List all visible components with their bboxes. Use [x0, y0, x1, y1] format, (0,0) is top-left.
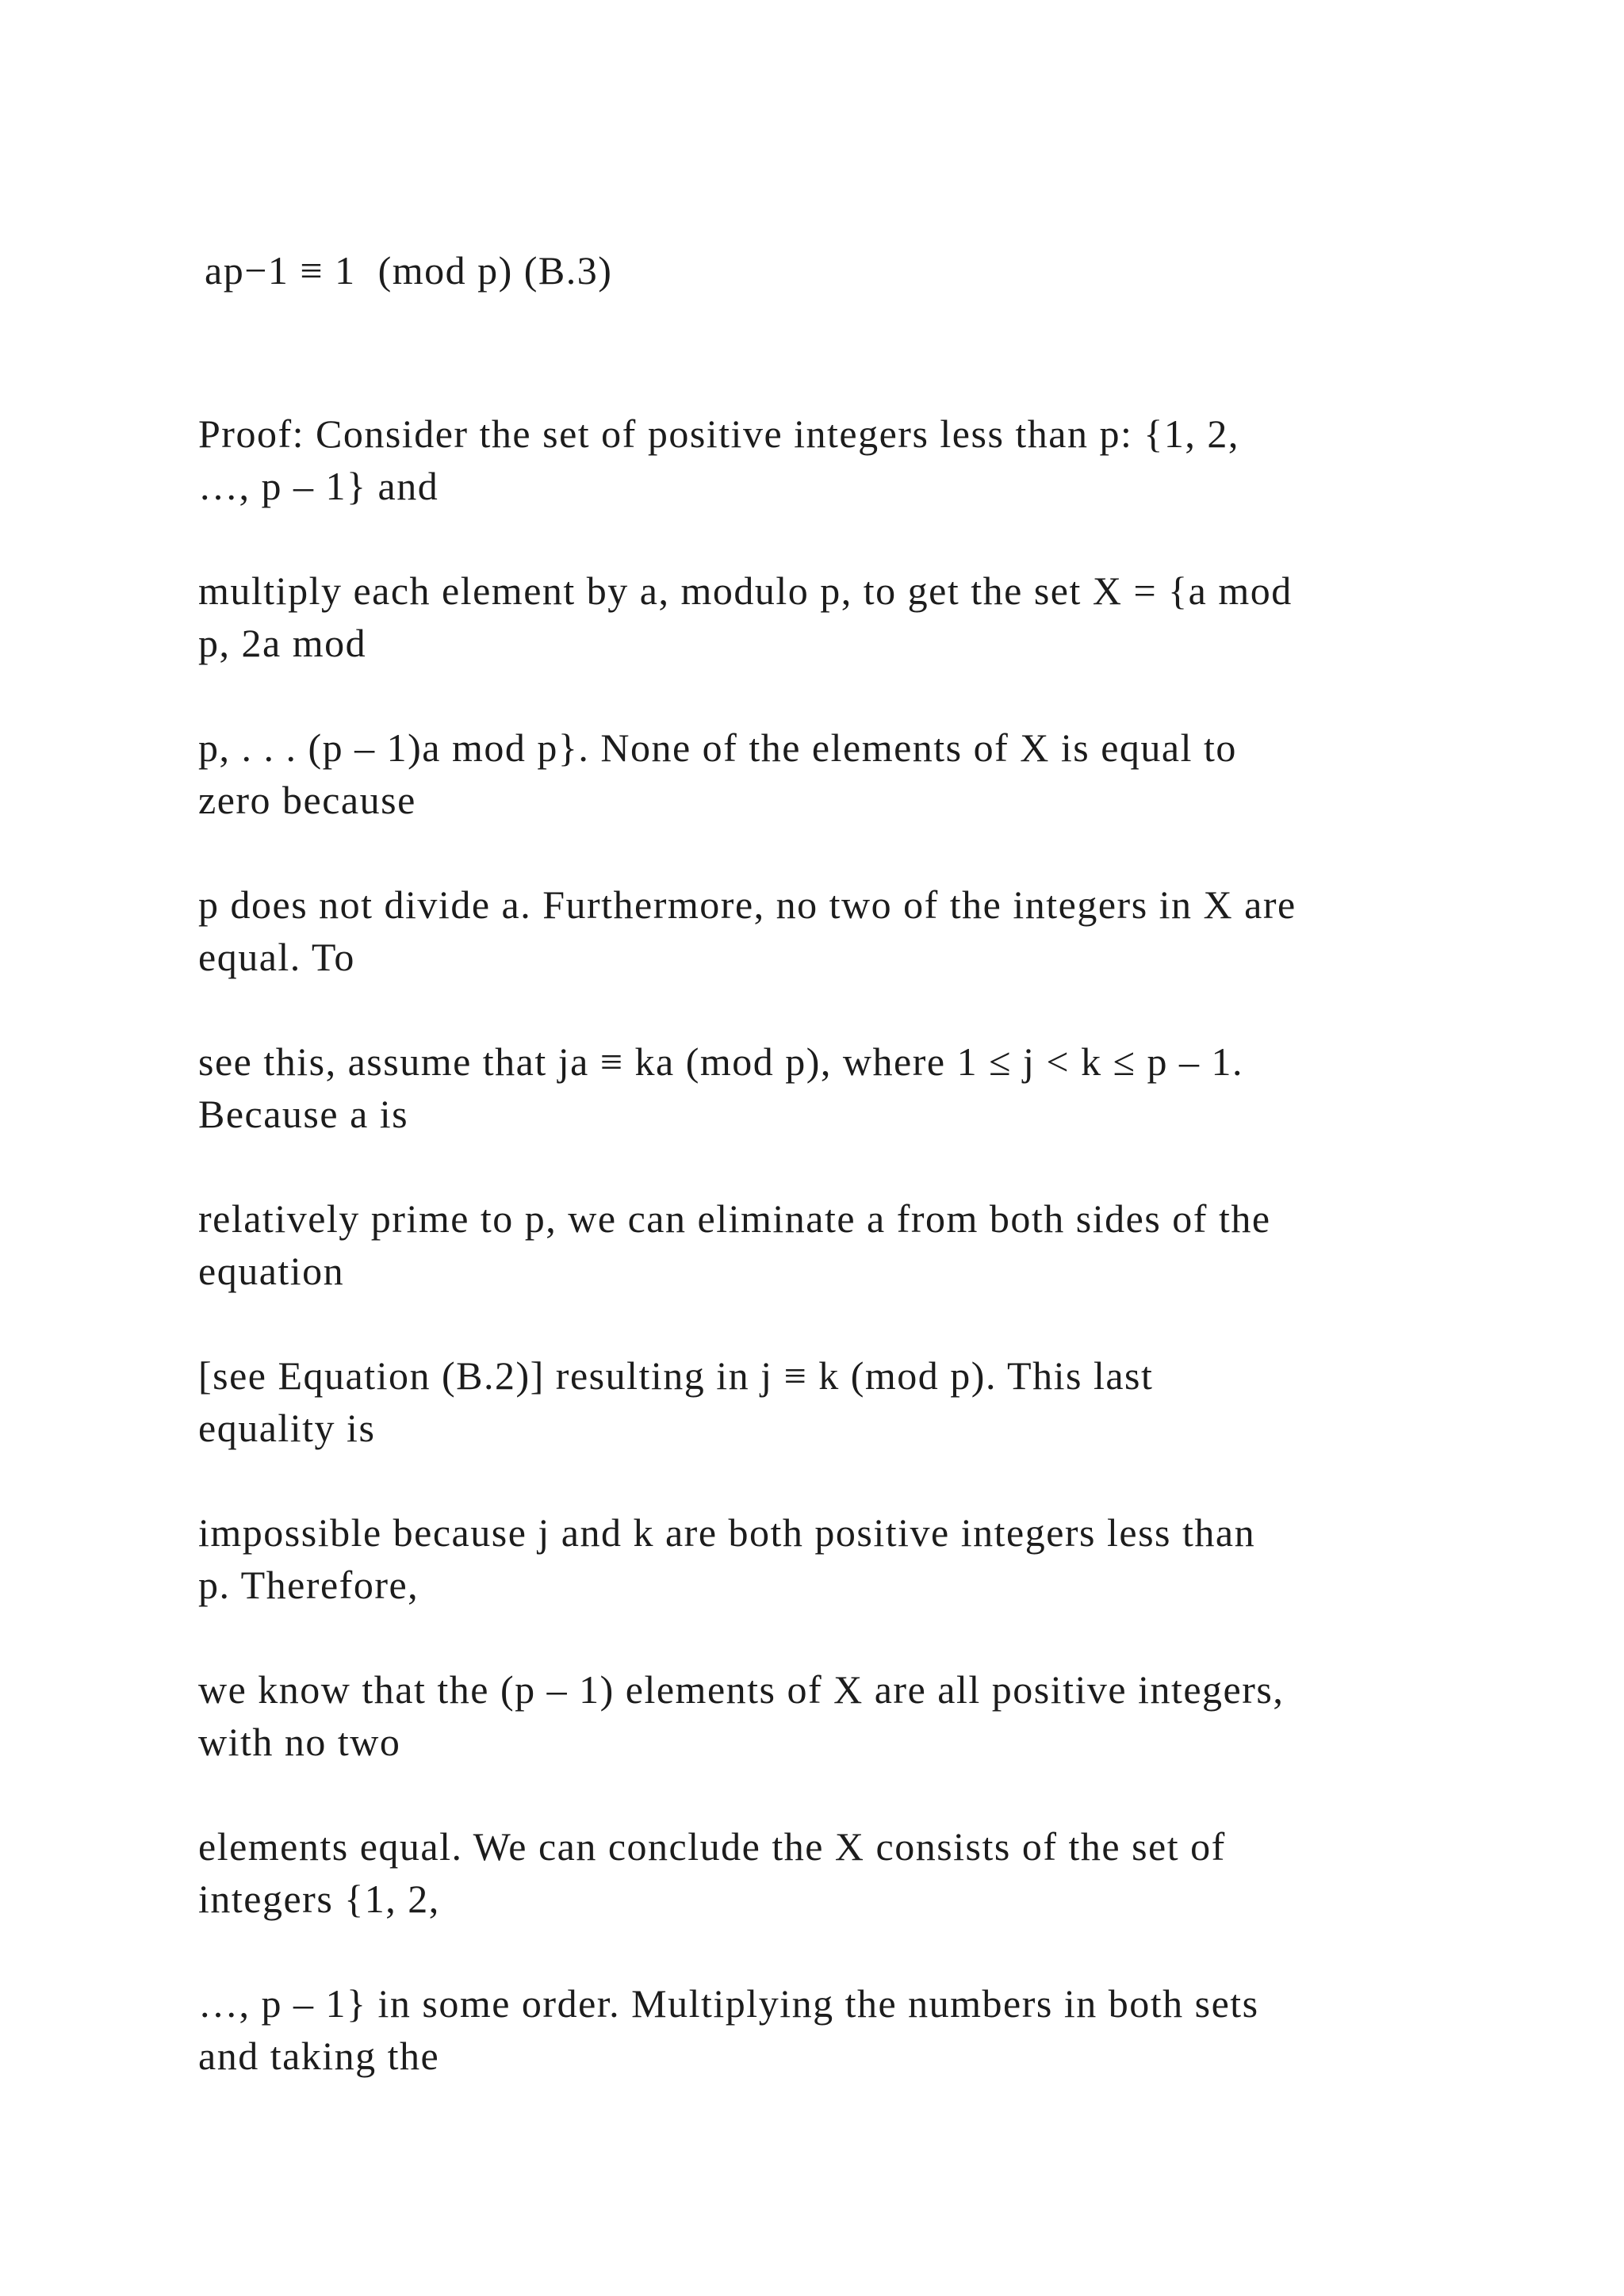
- text-line: zero because: [198, 778, 416, 822]
- text-line: equal. To: [198, 935, 355, 979]
- text-line: we know that the (p – 1) elements of X are all positive integers,: [198, 1667, 1285, 1712]
- text-line: impossible because j and k are both positive integers less than: [198, 1510, 1256, 1555]
- text-line: equality is: [198, 1406, 376, 1450]
- text-line: p, 2a mod: [198, 621, 367, 665]
- text-line: with no two: [198, 1720, 401, 1764]
- text-line: equation: [198, 1249, 345, 1293]
- text-line: elements equal. We can conclude the X consists of the set of: [198, 1824, 1226, 1869]
- text-line: see this, assume that ja ≡ ka (mod p), where 1 ≤ j < k ≤ p – 1.: [198, 1039, 1244, 1084]
- text-line: multiply each element by a, modulo p, to get the set X = {a mod: [198, 568, 1293, 613]
- text-line: Because a is: [198, 1092, 409, 1136]
- text-line: [see Equation (B.2)] resulting in j ≡ k (mod p). This last: [198, 1353, 1154, 1398]
- text-line: …, p – 1} and: [198, 464, 439, 508]
- text-line: relatively prime to p, we can eliminate a from both sides of the: [198, 1196, 1271, 1241]
- text-line: p. Therefore,: [198, 1563, 419, 1607]
- equation-b3: ap−1 ≡ 1 (mod p) (B.3): [205, 248, 613, 293]
- text-line: …, p – 1} in some order. Multiplying the numbers in both sets: [198, 1981, 1259, 2026]
- text-line: integers {1, 2,: [198, 1877, 440, 1921]
- text-line: p does not divide a. Furthermore, no two of the integers in X are: [198, 882, 1297, 927]
- text-line: p, . . . (p – 1)a mod p}. None of the elements of X is equal to: [198, 725, 1237, 770]
- text-line: Proof: Consider the set of positive integers less than p: {1, 2,: [198, 411, 1239, 456]
- text-line: and taking the: [198, 2034, 440, 2078]
